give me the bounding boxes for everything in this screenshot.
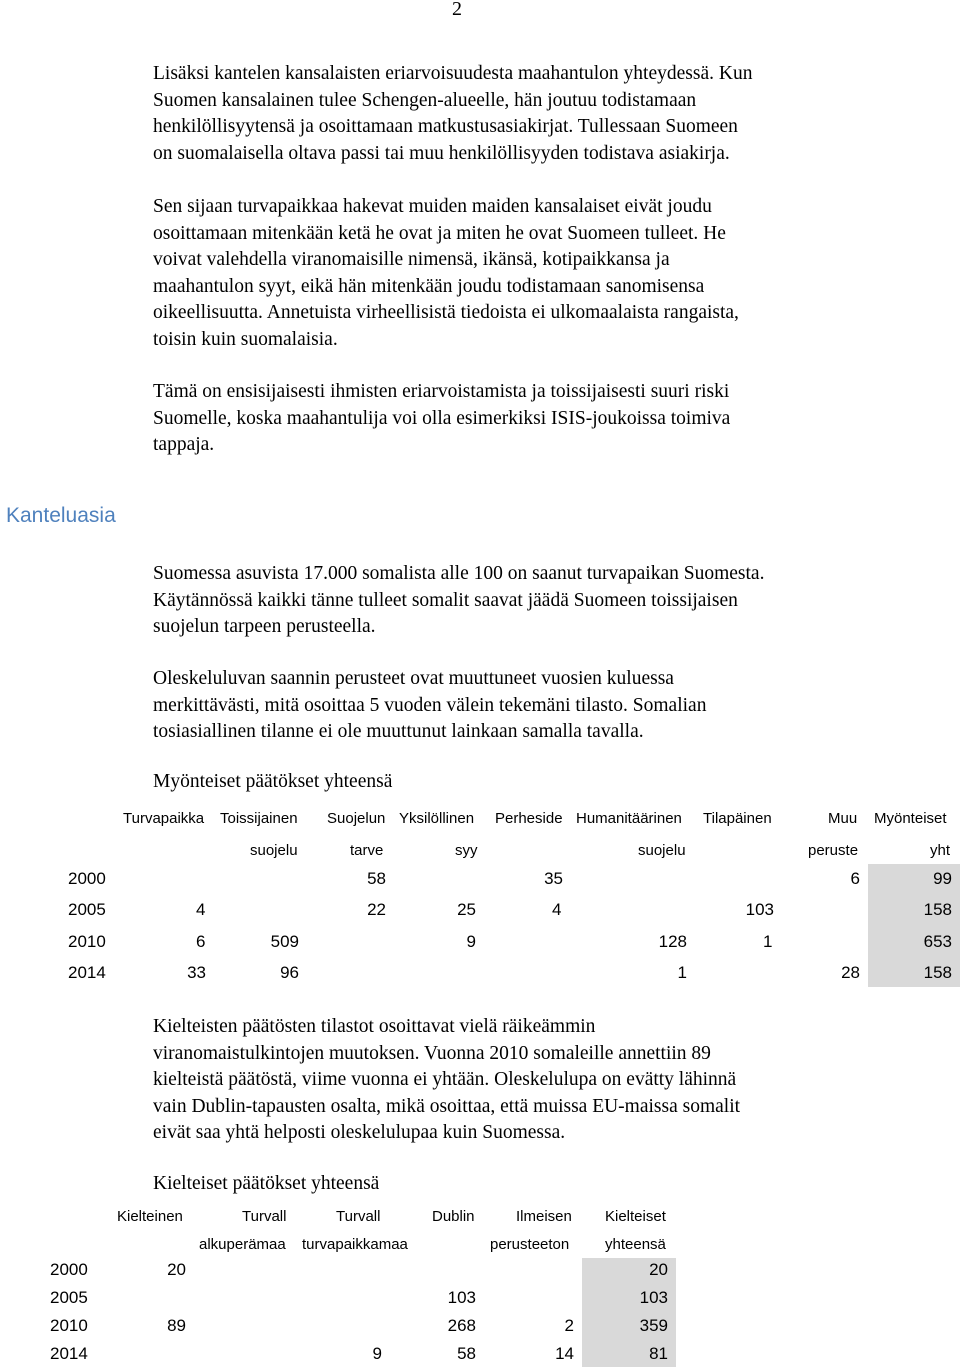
table1-cell: 4 <box>552 900 562 919</box>
paragraph-line: Suomessa asuvista 17.000 somalista alle 100 on saanut turvapaikan Suomesta. <box>153 563 765 584</box>
table2-header: perusteeton <box>490 1236 570 1253</box>
table1-cell: 1 <box>677 963 687 982</box>
table2-cell: 58 <box>457 1344 476 1363</box>
paragraph-4 <box>153 561 943 641</box>
table1-header: peruste <box>808 842 859 859</box>
paragraph-line: toisin kuin suomalaisia. <box>153 328 338 350</box>
table2-year: 2000 <box>50 1260 88 1279</box>
table1-cell: 1 <box>763 932 773 951</box>
paragraph-line: viranomaistulkintojen muutoksen. Vuonna 2010 somaleille annettiin 89 <box>153 1042 711 1064</box>
table2-year: 2014 <box>50 1344 88 1363</box>
table1-year: 2000 <box>68 869 106 888</box>
table2-header: yhteensä <box>605 1236 666 1253</box>
paragraph-line: osoittamaan mitenkään ketä he ovat ja miten he ovat Suomeen tulleet. He <box>153 222 726 244</box>
table1-header: suojelu <box>250 842 298 859</box>
table2-header: turvapaikkamaa <box>302 1236 408 1253</box>
paragraph-1 <box>153 61 943 167</box>
table2-cell: 103 <box>639 1288 668 1307</box>
paragraph-line: Oleskeluluvan saannin perusteet ovat muuttuneet vuosien kuluessa <box>153 668 674 689</box>
paragraph-line: tappaja. <box>153 434 215 455</box>
table1-cell: 33 <box>187 963 206 982</box>
table2-cell: 2 <box>564 1316 574 1335</box>
table2-header: Kielteiset <box>605 1208 666 1225</box>
table1-cell: 9 <box>466 932 476 951</box>
table1-header: Perheside <box>495 810 563 827</box>
paragraph-line: Suomen kansalainen tulee Schengen-alueelle, hän joutuu todistamaan <box>153 89 697 111</box>
paragraph-line: voivat valehdella viranomaisille nimensä, ikänsä, kotipaikkansa ja <box>153 249 670 270</box>
table1-header: Humanitäärinen <box>576 810 682 827</box>
table1-year: 2014 <box>68 963 106 982</box>
table1-cell: 22 <box>367 900 386 919</box>
table2-cell: 89 <box>167 1316 186 1335</box>
table2-cell: 103 <box>447 1288 476 1307</box>
table2-cell: 268 <box>447 1316 476 1335</box>
section-heading: Kanteluasia <box>6 504 116 527</box>
table2-header: Turvall <box>336 1208 381 1225</box>
paragraph-3 <box>153 379 943 459</box>
table2-caption: Kielteiset päätökset yhteensä <box>153 1173 380 1194</box>
table1-header: tarve <box>350 842 384 859</box>
paragraph-line: tosiasiallinen tilanne ei ole muuttunut lainkaan samalla tavalla. <box>153 721 644 742</box>
paragraph-line: merkittävästi, mitä osoittaa 5 vuoden välein tekemäni tilasto. Somalian <box>153 694 707 716</box>
paragraph-line: oikeellisuutta. Annetuista virheellisistä tiedoista ei ulkomaalaista rangaista, <box>153 302 739 323</box>
table1-header: Myönteiset <box>874 810 947 827</box>
table1-cell: 99 <box>933 869 952 888</box>
table1-year: 2005 <box>68 900 106 919</box>
table2-header: alkuperämaa <box>199 1236 286 1253</box>
paragraph-line: on suomalaisella oltava passi tai muu henkilöllisyyden todistava asiakirja. <box>153 142 730 164</box>
table1-cell: 653 <box>923 932 952 951</box>
table1-cell: 6 <box>850 869 860 888</box>
table2-header: Dublin <box>432 1208 475 1225</box>
table1-cell: 35 <box>544 869 563 888</box>
paragraph-line: maahantulon syyt, eikä hän mitenkään joudu todistamaan sanomisensa <box>153 275 705 297</box>
table2-header: Ilmeisen <box>516 1208 572 1225</box>
paragraph-line: suojelun tarpeen perusteella. <box>153 616 376 637</box>
table1-cell: 128 <box>658 932 687 951</box>
table1-cell: 103 <box>745 900 774 919</box>
paragraph-line: Lisäksi kantelen kansalaisten eriarvoisuudesta maahantulon yhteydessä. Kun <box>153 63 753 84</box>
table1-caption: Myönteiset päätökset yhteensä <box>153 771 393 792</box>
paragraph-line: Kielteisten päätösten tilastot osoittavat vielä räikeämmin <box>153 1016 596 1037</box>
paragraph-line: henkilöllisyytensä ja osoittamaan matkustusasiakirjat. Tullessaan Suomeen <box>153 116 738 137</box>
paragraph-5 <box>153 666 943 746</box>
table2-header: Turvall <box>242 1208 287 1225</box>
table1-cell: 96 <box>280 963 299 982</box>
table1-header: Tilapäinen <box>703 810 772 827</box>
paragraph-line: vain Dublin-tapausten osalta, mikä osoittaa, että muissa EU-maissa somalit <box>153 1095 741 1117</box>
table1-header: Toissijainen <box>220 810 298 827</box>
table2-year: 2005 <box>50 1288 88 1307</box>
table2-cell: 9 <box>372 1344 382 1363</box>
table1-cell: 28 <box>841 963 860 982</box>
table1-cell: 509 <box>270 932 299 951</box>
table2-cell: 81 <box>649 1344 668 1363</box>
paragraph-line: Käytännössä kaikki tänne tulleet somalit saavat jäädä Suomeen toissijaisen <box>153 589 738 611</box>
paragraph-line: Sen sijaan turvapaikkaa hakevat muiden maiden kansalaiset eivät joudu <box>153 196 712 217</box>
table1-cell: 6 <box>196 932 206 951</box>
table2-cell: 359 <box>639 1316 668 1335</box>
table1-year: 2010 <box>68 932 106 951</box>
table1-header: Yksilöllinen <box>399 810 475 827</box>
table1-header: yht <box>930 842 951 859</box>
paragraph-2 <box>153 194 943 353</box>
table2-cell: 20 <box>649 1260 668 1279</box>
table2-header: Kielteinen <box>117 1208 183 1225</box>
table1-header: suojelu <box>638 842 686 859</box>
paragraph-line: eivät saa yhtä helposti oleskelulupaa kuin Suomessa. <box>153 1122 566 1143</box>
table1-header: syy <box>455 842 478 859</box>
table1-cell: 158 <box>923 963 952 982</box>
table1-header: Muu <box>828 810 858 827</box>
table1-cell: 25 <box>457 900 476 919</box>
paragraph-line: Suomelle, koska maahantulija voi olla esimerkiksi ISIS-joukoissa toimiva <box>153 407 731 429</box>
page-number: 2 <box>452 0 462 20</box>
table1-cell: 158 <box>923 900 952 919</box>
table2-year: 2010 <box>50 1316 88 1335</box>
paragraph-line: kielteistä päätöstä, viime vuonna ei yhtään. Oleskelulupa on evätty lähinnä <box>153 1069 737 1090</box>
table2-cell: 20 <box>167 1260 186 1279</box>
paragraph-6 <box>153 1014 943 1147</box>
table2-cell: 14 <box>555 1344 574 1363</box>
table1-cell: 58 <box>367 869 386 888</box>
paragraph-line: Tämä on ensisijaisesti ihmisten eriarvoistamista ja toissijaisesti suuri riski <box>153 381 730 402</box>
table1-cell: 4 <box>196 900 206 919</box>
table1-header: Turvapaikka <box>123 810 205 827</box>
table1-header: Suojelun <box>327 810 386 827</box>
